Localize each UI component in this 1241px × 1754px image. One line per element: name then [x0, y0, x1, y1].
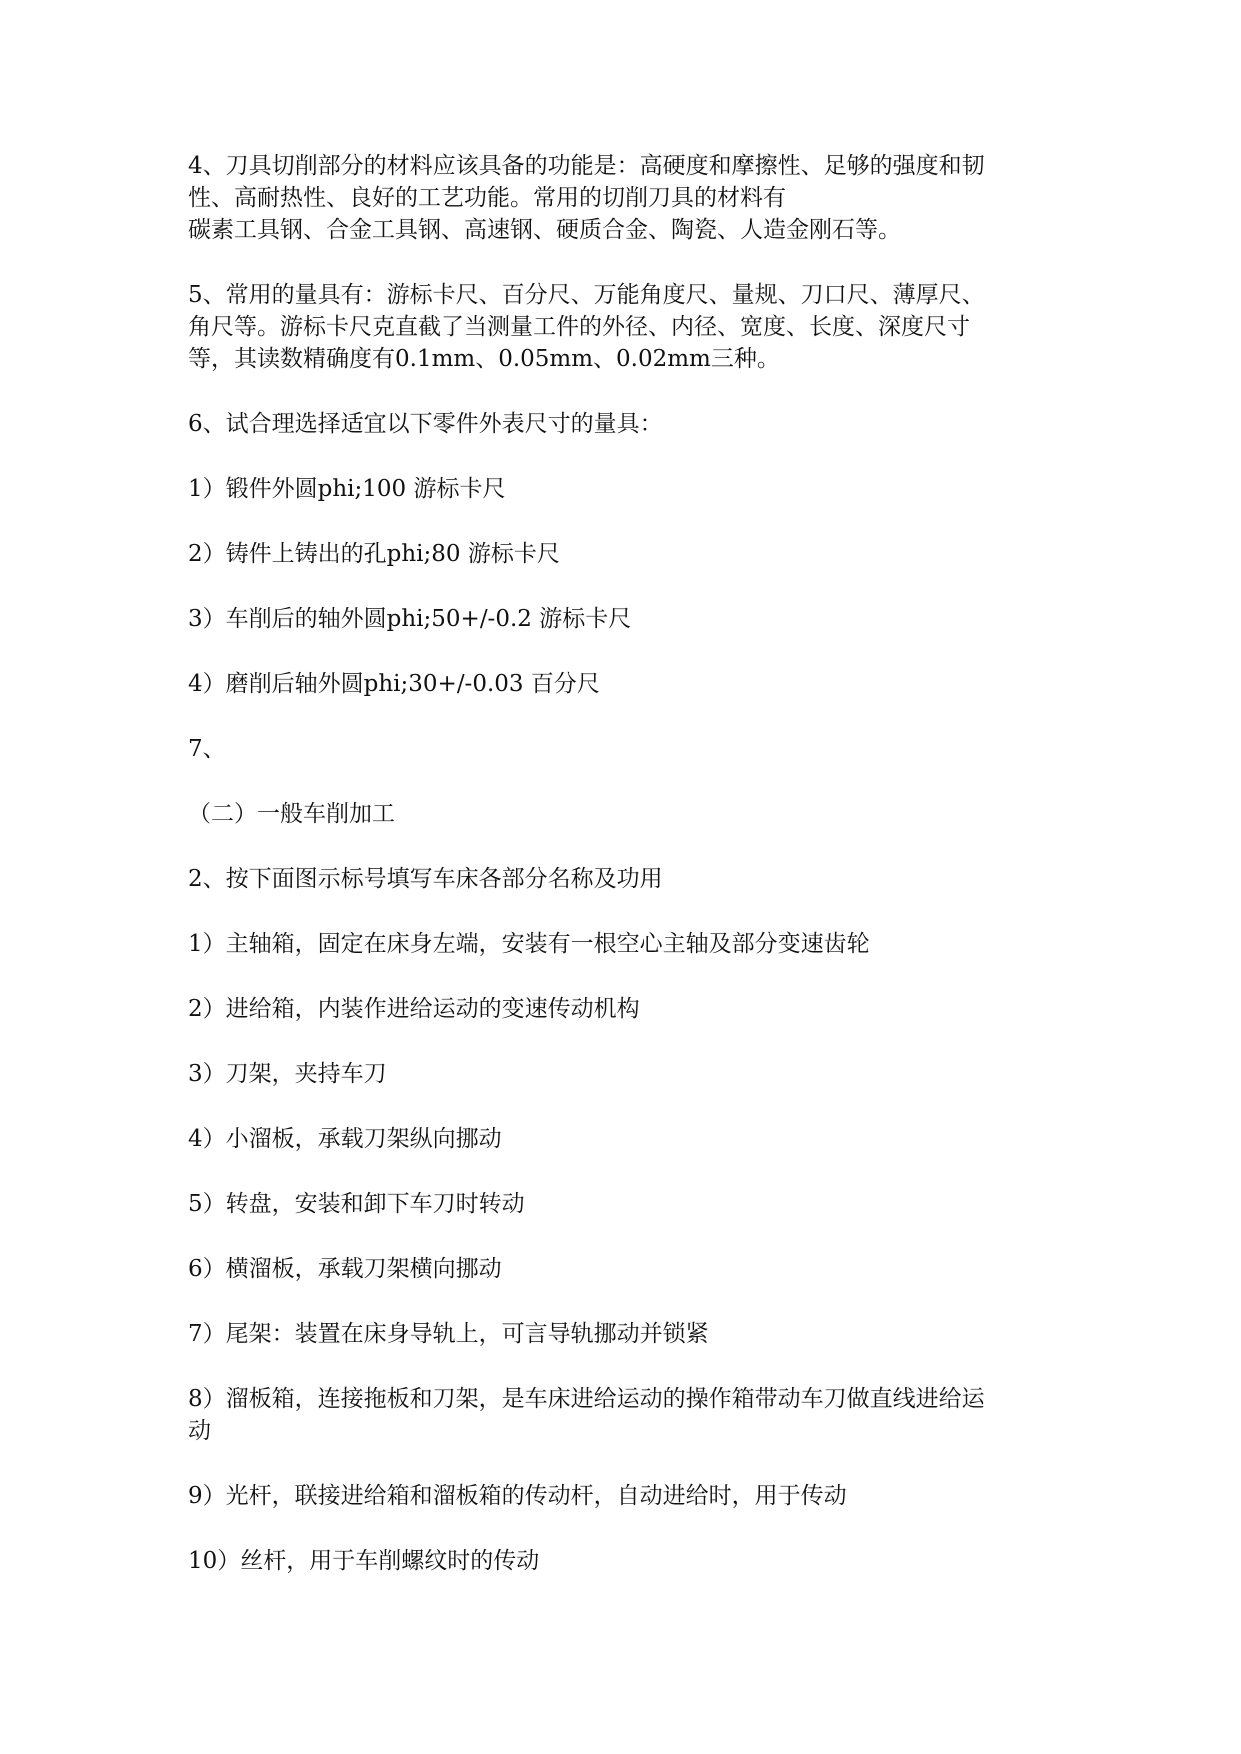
text-line: 2、按下面图示标号填写车床各部分名称及功用	[188, 866, 663, 892]
paragraph	[188, 928, 1068, 960]
text-line: 7、	[188, 736, 226, 762]
paragraph	[188, 1383, 1068, 1447]
text-line: 4）小溜板，承载刀架纵向挪动	[188, 1126, 502, 1152]
paragraph	[188, 1253, 1068, 1285]
text-line: 动	[188, 1418, 211, 1444]
text-line: 9）光杆，联接进给箱和溜板箱的传动杆，自动进给时，用于传动	[188, 1483, 847, 1509]
text-line: 4、刀具切削部分的材料应该具备的功能是：高硬度和摩擦性、足够的强度和韧	[188, 153, 985, 179]
text-line: 7）尾架：装置在床身导轨上，可言导轨挪动并锁紧	[188, 1321, 709, 1347]
text-line: 8）溜板箱，连接拖板和刀架，是车床进给运动的操作箱带动车刀做直线进给运	[188, 1386, 985, 1412]
text-line: 等，其读数精确度有0.1mm、0.05mm、0.02mm三种。	[188, 346, 780, 372]
text-line: 2）进给箱，内装作进给运动的变速传动机构	[188, 996, 640, 1022]
paragraph	[188, 279, 1068, 375]
text-line: 3）刀架，夹持车刀	[188, 1061, 387, 1087]
document-page	[188, 150, 1068, 1610]
text-line: （二）一般车削加工	[188, 801, 395, 827]
paragraph	[188, 603, 1068, 635]
text-line: 性、高耐热性、良好的工艺功能。常用的切削刀具的材料有	[188, 185, 786, 211]
paragraph	[188, 150, 1068, 246]
paragraph	[188, 408, 1068, 440]
paragraph	[188, 473, 1068, 505]
text-line: 1）主轴箱，固定在床身左端，安装有一根空心主轴及部分变速齿轮	[188, 931, 870, 957]
paragraph	[188, 993, 1068, 1025]
paragraph	[188, 1545, 1068, 1577]
text-line: 10）丝杆，用于车削螺纹时的传动	[188, 1548, 540, 1574]
text-line: 5、常用的量具有：游标卡尺、百分尺、万能角度尺、量规、刀口尺、薄厚尺、	[188, 282, 985, 308]
text-line: 3）车削后的轴外圆phi;50+/-0.2 游标卡尺	[188, 606, 632, 632]
text-line: 碳素工具钢、合金工具钢、高速钢、硬质合金、陶瓷、人造金刚石等。	[188, 217, 901, 243]
paragraph	[188, 1188, 1068, 1220]
paragraph	[188, 1123, 1068, 1155]
text-line: 5）转盘，安装和卸下车刀时转动	[188, 1191, 525, 1217]
paragraph	[188, 798, 1068, 830]
text-line: 4）磨削后轴外圆phi;30+/-0.03 百分尺	[188, 671, 600, 697]
document-body	[188, 150, 1068, 1577]
text-line: 1）锻件外圆phi;100 游标卡尺	[188, 476, 506, 502]
paragraph	[188, 1058, 1068, 1090]
text-line: 6、试合理选择适宜以下零件外表尺寸的量具：	[188, 411, 663, 437]
text-line: 2）铸件上铸出的孔phi;80 游标卡尺	[188, 541, 560, 567]
paragraph	[188, 1480, 1068, 1512]
paragraph	[188, 538, 1068, 570]
paragraph	[188, 863, 1068, 895]
paragraph	[188, 1318, 1068, 1350]
text-line: 6）横溜板，承载刀架横向挪动	[188, 1256, 502, 1282]
paragraph	[188, 733, 1068, 765]
paragraph	[188, 668, 1068, 700]
text-line: 角尺等。游标卡尺克直截了当测量工件的外径、内径、宽度、长度、深度尺寸	[188, 314, 970, 340]
